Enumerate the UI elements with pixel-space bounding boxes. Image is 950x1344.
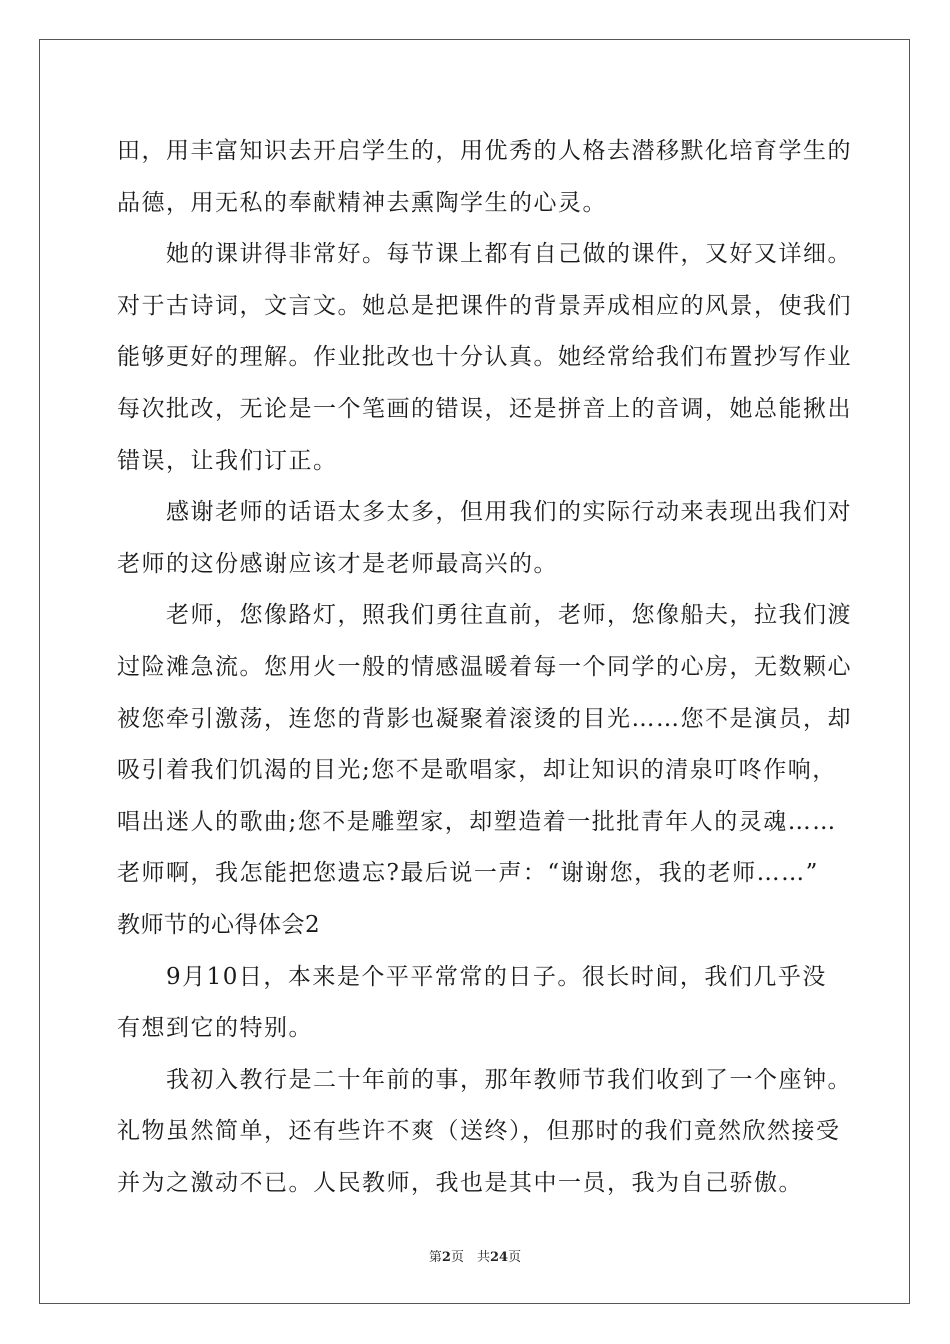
document-body <box>117 126 852 1209</box>
footer-middle: 页 共 <box>450 1250 490 1265</box>
text-line: 田，用丰富知识去开启学生的，用优秀的人格去潜移默化培育学生的 <box>117 138 852 164</box>
page-footer <box>0 1246 950 1265</box>
paragraph-start: 她的课讲得非常好。每节课上都有自己做的课件，又好又详细。 <box>117 241 852 268</box>
paragraph-start: 感谢老师的话语太多太多，但用我们的实际行动来表现出我们对 <box>117 499 852 526</box>
text-line: 品德，用无私的奉献精神去熏陶学生的心灵。 <box>117 189 607 216</box>
footer-prefix: 第 <box>428 1250 442 1265</box>
text-line: 礼物虽然简单，还有些许不爽（送终），但那时的我们竟然欣然接受 <box>117 1118 841 1145</box>
text-line: 每次批改，无论是一个笔画的错误，还是拼音上的音调，她总能揪出 <box>117 395 852 422</box>
total-page-number: 24 <box>489 1250 509 1265</box>
text-line: 老师的这份感谢应该才是老师最高兴的。 <box>117 550 558 577</box>
section-heading: 教师节的心得体会2 <box>117 911 321 938</box>
text-line: 被您牵引激荡，连您的背影也凝聚着滚烫的目光……您不是演员，却 <box>117 705 852 732</box>
paragraph-start: 老师，您像路灯，照我们勇往直前，老师，您像船夫，拉我们渡 <box>117 602 852 629</box>
text-line: 对于古诗词，文言文。她总是把课件的背景弄成相应的风景，使我们 <box>117 292 852 319</box>
text-line: 能够更好的理解。作业批改也十分认真。她经常给我们布置抄写作业 <box>117 344 852 371</box>
paragraph-start: 我初入教行是二十年前的事，那年教师节我们收到了一个座钟。 <box>117 1066 852 1093</box>
text-line: 有想到它的特别。 <box>117 1015 313 1042</box>
footer-suffix: 页 <box>508 1250 522 1265</box>
current-page-number: 2 <box>441 1250 451 1265</box>
paragraph-start: 9月10日，本来是个平平常常的日子。很长时间，我们几乎没 <box>117 963 827 990</box>
text-line: 错误，让我们订正。 <box>117 447 338 474</box>
text-line: 老师啊，我怎能把您遗忘?最后说一声：“谢谢您，我的老师……” <box>117 860 819 887</box>
text-line: 唱出迷人的歌曲;您不是雕塑家，却塑造着一批批青年人的灵魂…… <box>117 808 837 835</box>
text-line: 并为之激动不已。人民教师，我也是其中一员，我为自己骄傲。 <box>117 1169 803 1196</box>
text-line: 吸引着我们饥渴的目光;您不是歌唱家，却让知识的清泉叮咚作响， <box>117 757 837 784</box>
text-line: 过险滩急流。您用火一般的情感温暖着每一个同学的心房，无数颗心 <box>117 653 852 680</box>
